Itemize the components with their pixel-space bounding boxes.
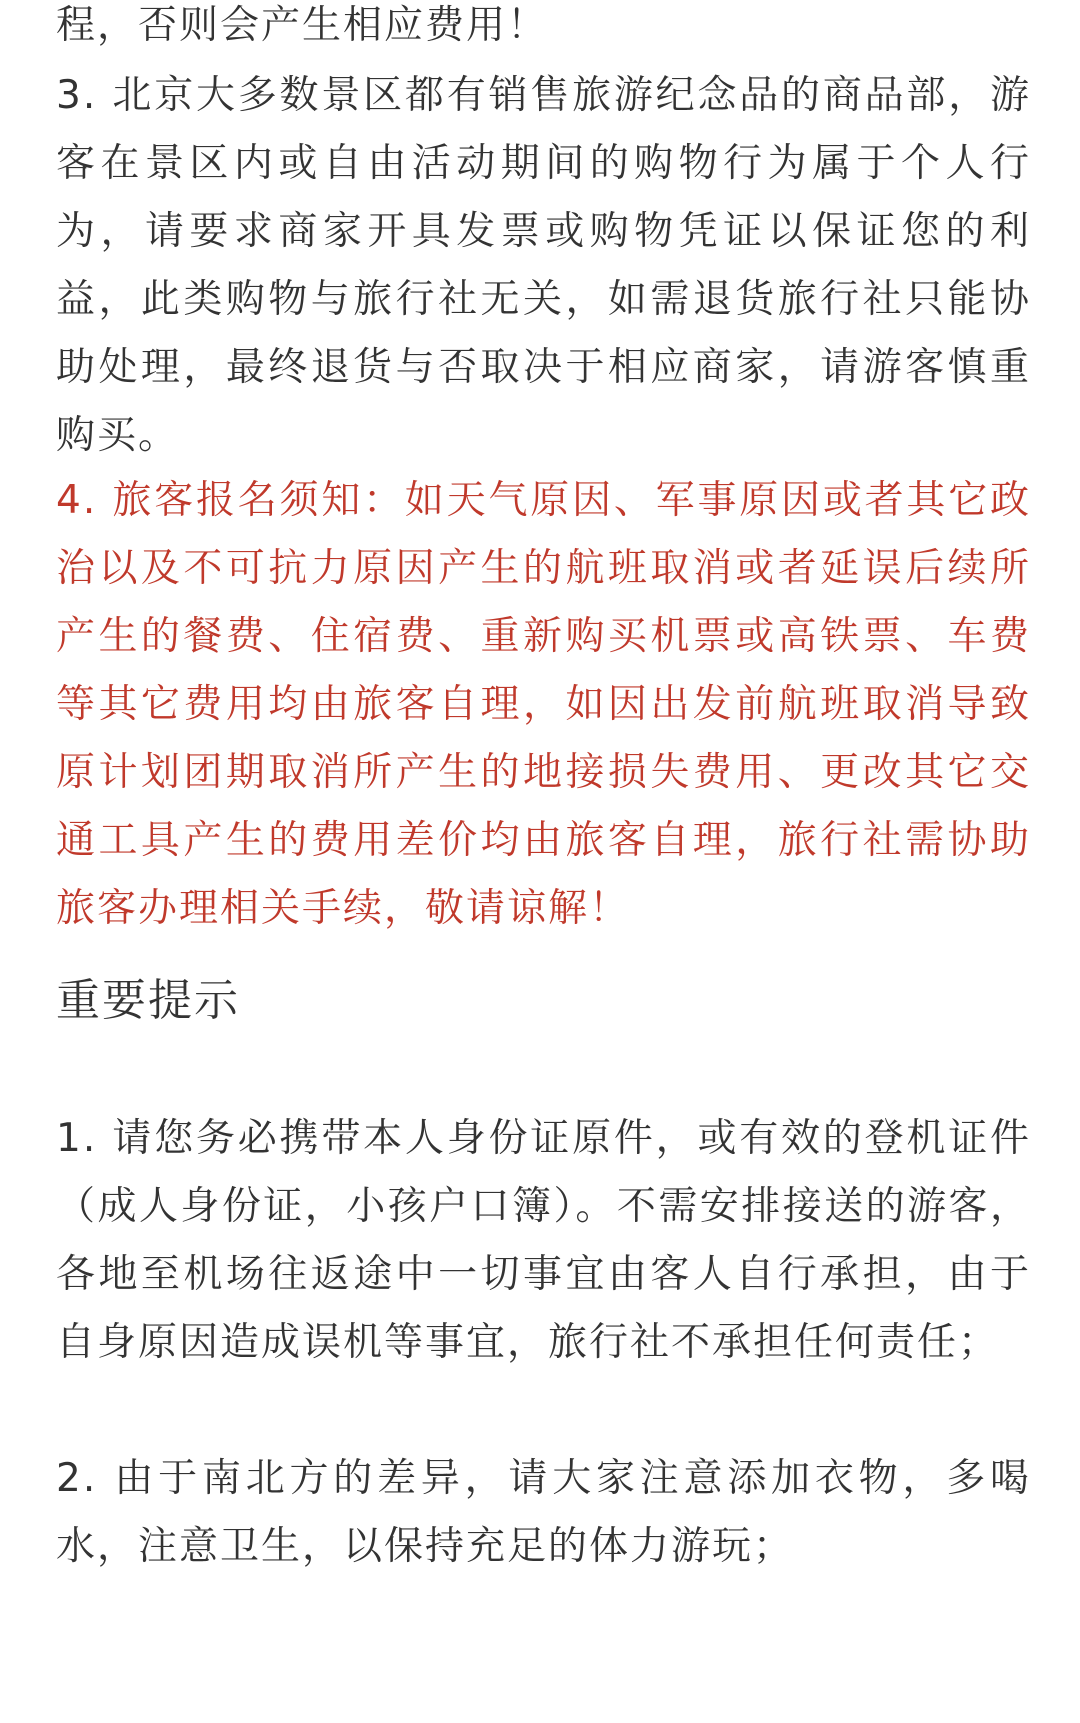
notice-fragment-top: 程，否则会产生相应费用！ (56, 3, 549, 48)
notice-item-3: 3. 北京大多数景区都有销售旅游纪念品的商品部，游客在景区内或自由活动期间的购物行为属于个人行为，请要求商家开具发票或购物凭证以保证您的利益，此类购物与旅行社无关，如需退货旅行社只能协助处理，最终退货与否取决于相应商家，请游客慎重购买。 (56, 73, 1031, 458)
important-tips-heading: 重要提示 (56, 975, 240, 1026)
notice-item-4-registration: 4. 旅客报名须知：如天气原因、军事原因或者其它政治以及不可抗力原因产生的航班取消或者延误后续所产生的餐费、住宿费、重新购买机票或高铁票、车费等其它费用均由旅客自理，如因出发前航班取消导致原计划团期取消所产生的地接损失费用、更改其它交通工具产生的费用差价均由旅客自理，旅行社需协助旅客办理相关手续，敬请谅解！ (56, 478, 1031, 931)
important-item-1: 1. 请您务必携带本人身份证原件，或有效的登机证件（成人身份证，小孩户口簿）。不需安排接送的游客，各地至机场往返途中一切事宜由客人自行承担，由于自身原因造成误机等事宜，旅行社不承担任何责任； (56, 1116, 1031, 1365)
important-item-2: 2. 由于南北方的差异，请大家注意添加衣物，多喝水，注意卫生，以保持充足的体力游玩； (56, 1456, 1031, 1569)
